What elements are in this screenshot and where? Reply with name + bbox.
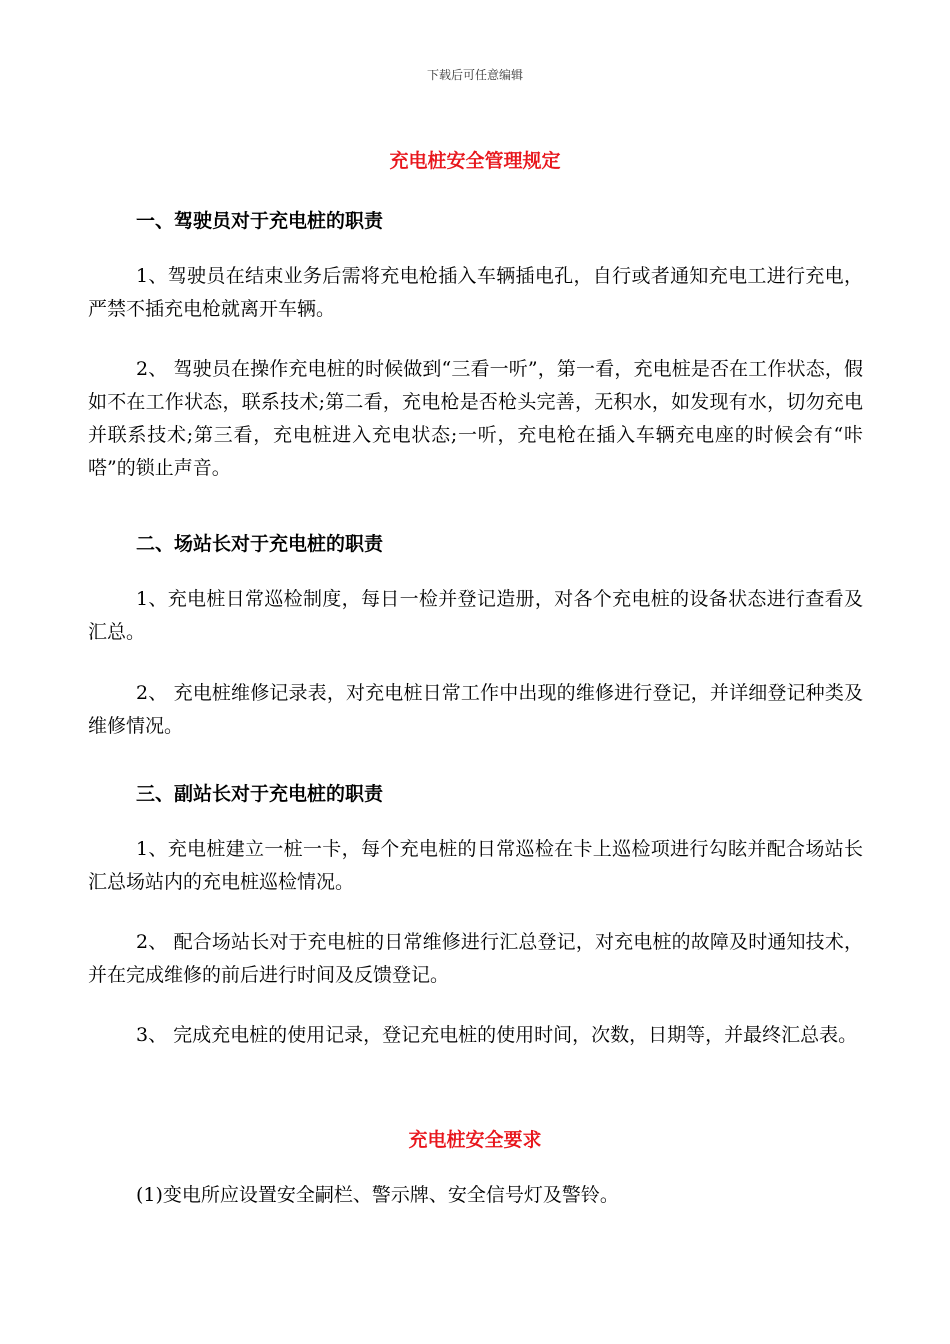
paragraph: 2、 充电桩维修记录表，对充电桩日常工作中出现的维修进行登记，并详细登记种类及维修情况。 (88, 682, 863, 737)
paragraph: 1、驾驶员在结束业务后需将充电枪插入车辆插电孔，自行或者通知充电工进行充电，严禁不插充电枪就离开车辆。 (88, 265, 863, 320)
subtitle: 充电桩安全要求 (408, 1129, 542, 1151)
section-heading-driver: 一、驾驶员对于充电桩的职责 (136, 210, 384, 232)
paragraph: 3、 完成充电桩的使用记录，登记充电桩的使用时间，次数，日期等，并最终汇总表。 (136, 1024, 858, 1046)
paragraph: 2、 配合场站长对于充电桩的日常维修进行汇总登记，对充电桩的故障及时通知技术，并在完成维修的前后进行时间及反馈登记。 (88, 931, 863, 986)
paragraph: 1、充电桩建立一桩一卡，每个充电桩的日常巡检在卡上巡检项进行勾眩并配合场站长汇总场站内的充电桩巡检情况。 (88, 838, 863, 893)
document-title: 充电桩安全管理规定 (389, 150, 561, 172)
section-heading-deputy-manager: 三、副站长对于充电桩的职责 (136, 783, 384, 805)
requirement-item: (1)变电所应设置安全嗣栏、警示牌、安全信号灯及警铃。 (136, 1184, 619, 1206)
section-heading-station-manager: 二、场站长对于充电桩的职责 (136, 533, 384, 555)
paragraph: 1、充电桩日常巡检制度，每日一检并登记造册，对各个充电桩的设备状态进行查看及汇总。 (88, 588, 863, 643)
header-note: 下载后可任意编辑 (426, 68, 523, 82)
paragraph: 2、 驾驶员在操作充电桩的时候做到“三看一听”，第一看，充电桩是否在工作状态，假如不在工作状态，联系技术;第二看，充电枪是否枪头完善，无积水，如发现有水，切勿充电并联系技术;第三看，充电桩进入充电状态;一听，充电枪在插入车辆充电座的时候会有“咔嗒”的锁止声音。 (88, 358, 863, 479)
